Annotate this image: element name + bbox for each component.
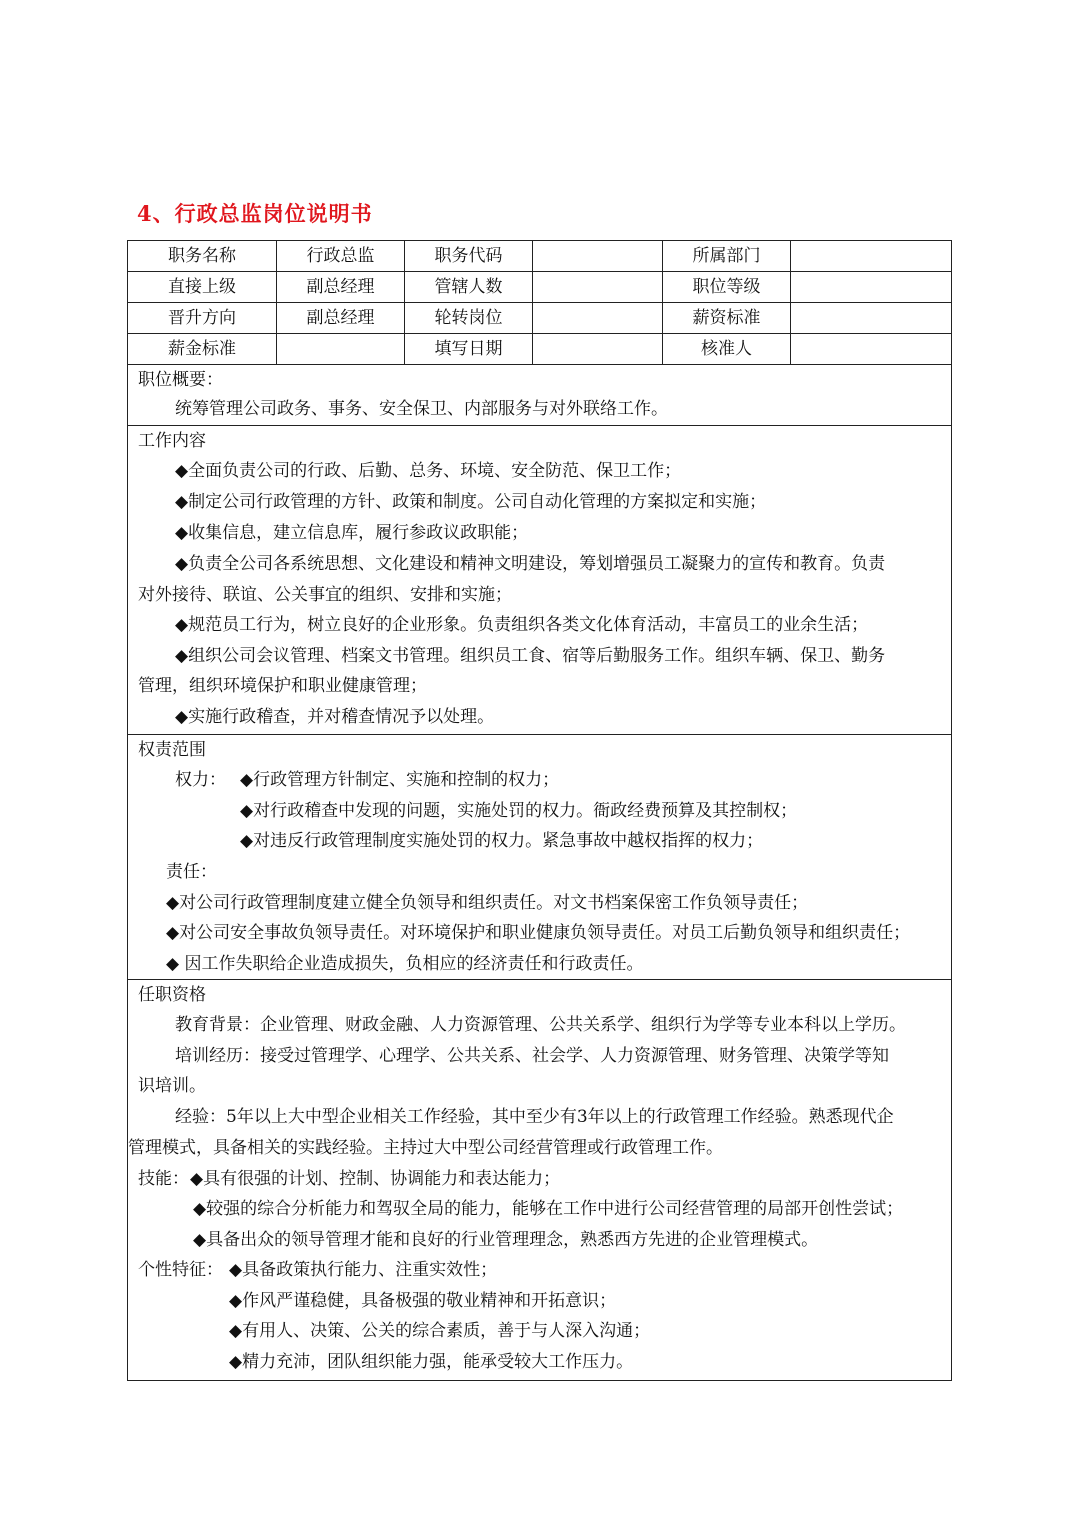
qual-line: 识培训。 xyxy=(138,1076,206,1096)
skill-line: ◆具备出众的领导管理才能和良好的行业管理理念，熟悉西方先进的企业管理模式。 xyxy=(193,1230,819,1250)
header-value-cell xyxy=(533,334,663,365)
power-label: 权力： xyxy=(175,770,226,790)
header-label-cell: 轮转岗位 xyxy=(405,303,533,334)
power-line: ◆行政管理方针制定、实施和控制的权力； xyxy=(240,770,560,790)
overview-section xyxy=(128,365,951,426)
qual-line: 管理模式，具备相关的实践经验。主持过大中型公司经营管理或行政管理工作。 xyxy=(128,1138,723,1158)
header-row xyxy=(128,303,951,334)
qual-line: 教育背景：企业管理、财政金融、人力资源管理、公共关系学、组织行为学等专业本科以上学历。 xyxy=(175,1015,906,1035)
duty-line: ◆ 因工作失职给企业造成损失，负相应的经济责任和行政责任。 xyxy=(166,954,644,974)
header-row xyxy=(128,334,951,365)
header-value-cell xyxy=(533,272,663,303)
header-label-cell: 职务代码 xyxy=(405,241,533,272)
overview-text: 统筹管理公司政务、事务、安全保卫、内部服务与对外联络工作。 xyxy=(175,399,668,419)
work-line: ◆实施行政稽查，并对稽查情况予以处理。 xyxy=(175,707,495,727)
header-value-cell xyxy=(277,334,405,365)
header-label-cell: 职位等级 xyxy=(663,272,791,303)
job-description-table xyxy=(127,240,952,1381)
header-value-cell xyxy=(791,272,951,303)
work-line: ◆全面负责公司的行政、后勤、总务、环境、安全防范、保卫工作； xyxy=(175,461,682,481)
header-label-cell: 薪资标准 xyxy=(663,303,791,334)
trait-line: ◆精力充沛，团队组织能力强，能承受较大工作压力。 xyxy=(229,1352,634,1372)
header-label-cell: 所属部门 xyxy=(663,241,791,272)
work-line: ◆负责全公司各系统思想、文化建设和精神文明建设，筹划增强员工凝聚力的宣传和教育。负责 xyxy=(175,554,886,574)
header-value-cell: 副总经理 xyxy=(277,272,405,303)
work-line: ◆规范员工行为，树立良好的企业形象。负责组织各类文化体育活动，丰富员工的业余生活； xyxy=(175,615,869,635)
power-line: ◆对行政稽查中发现的问题，实施处罚的权力。衙政经费预算及其控制权； xyxy=(240,801,798,821)
trait-line: ◆作风严谨稳健，具备极强的敬业精神和开拓意识； xyxy=(229,1291,617,1311)
work-line: ◆收集信息，建立信息库，履行参政议政职能； xyxy=(175,523,529,543)
overview-heading: 职位概要： xyxy=(138,370,223,390)
work-line: ◆制定公司行政管理的方针、政策和制度。公司自动化管理的方案拟定和实施； xyxy=(175,492,767,512)
qual-heading: 任职资格 xyxy=(138,985,206,1005)
qual-line: 培训经历：接受过管理学、心理学、公共关系、社会学、人力资源管理、财务管理、决策学等知 xyxy=(175,1046,889,1066)
authority-section xyxy=(128,735,951,980)
header-value-cell xyxy=(533,241,663,272)
qual-line: 经验：5年以上大中型企业相关工作经验，其中至少有3年以上的行政管理工作经验。熟悉现代企 xyxy=(175,1107,894,1127)
header-label-cell: 薪金标准 xyxy=(128,334,277,365)
header-value-cell xyxy=(791,334,951,365)
trait-line: ◆有用人、决策、公关的综合素质，善于与人深入沟通； xyxy=(229,1321,651,1341)
skill-line: ◆较强的综合分析能力和驾驭全局的能力，能够在工作中进行公司经营管理的局部开创性尝试； xyxy=(193,1199,904,1219)
duty-label: 责任： xyxy=(166,862,217,882)
header-row xyxy=(128,241,951,272)
header-label-cell: 核准人 xyxy=(663,334,791,365)
work-heading: 工作内容 xyxy=(138,431,206,451)
header-label-cell: 职务名称 xyxy=(128,241,277,272)
work-line: ◆组织公司会议管理、档案文书管理。组织员工食、宿等后勤服务工作。组织车辆、保卫、勤务 xyxy=(175,646,886,666)
duty-line: ◆对公司安全事故负领导责任。对环境保护和职业健康负领导责任。对员工后勤负领导和组织责任； xyxy=(166,923,911,943)
header-value-cell xyxy=(791,303,951,334)
header-label-cell: 晋升方向 xyxy=(128,303,277,334)
header-value-cell: 行政总监 xyxy=(277,241,405,272)
trait-label: 个性特征： xyxy=(138,1260,223,1280)
skill-label: 技能： xyxy=(138,1169,189,1189)
document-title: 4、行政总监岗位说明书 xyxy=(137,201,373,226)
work-section xyxy=(128,426,951,735)
duty-line: ◆对公司行政管理制度建立健全负领导和组织责任。对文书档案保密工作负领导责任； xyxy=(166,893,809,913)
work-line: 对外接待、联谊、公关事宜的组织、安排和实施； xyxy=(138,585,512,605)
header-label-cell: 填写日期 xyxy=(405,334,533,365)
trait-line: ◆具备政策执行能力、注重实效性； xyxy=(229,1260,498,1280)
header-label-cell: 管辖人数 xyxy=(405,272,533,303)
header-value-cell xyxy=(533,303,663,334)
power-line: ◆对违反行政管理制度实施处罚的权力。紧急事故中越权指挥的权力； xyxy=(240,831,764,851)
header-value-cell xyxy=(791,241,951,272)
work-line: 管理，组织环境保护和职业健康管理； xyxy=(138,676,427,696)
skill-line: ◆具有很强的计划、控制、协调能力和表达能力； xyxy=(190,1169,561,1189)
authority-heading: 权责范围 xyxy=(138,740,206,760)
header-value-cell: 副总经理 xyxy=(277,303,405,334)
qualification-section xyxy=(128,980,951,1380)
header-row xyxy=(128,272,951,303)
header-label-cell: 直接上级 xyxy=(128,272,277,303)
